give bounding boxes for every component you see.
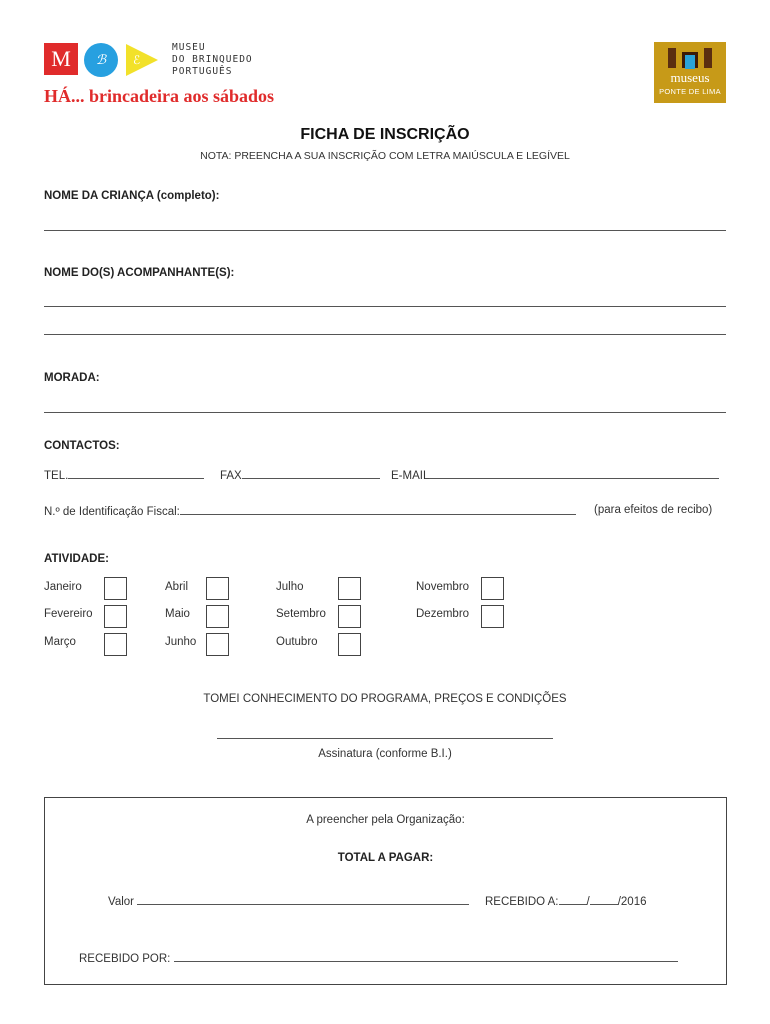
museus-place: PONTE DE LIMA (659, 87, 721, 96)
recebido-a-label: RECEBIDO A: (485, 896, 559, 908)
month-label-outubro: Outubro (276, 636, 318, 648)
month-label-marco: Março (44, 636, 76, 648)
signature-line[interactable] (217, 738, 553, 739)
museum-logo-m: M (44, 43, 78, 75)
nif-row (44, 504, 576, 518)
checkbox-dezembro[interactable] (481, 605, 504, 628)
checkbox-novembro[interactable] (481, 577, 504, 600)
checkbox-fevereiro[interactable] (104, 605, 127, 628)
month-label-janeiro: Janeiro (44, 581, 82, 593)
month-field[interactable] (590, 894, 618, 905)
companion-name-field-2[interactable] (44, 334, 726, 335)
email-field[interactable] (429, 468, 719, 479)
contacts-label: CONTACTOS: (44, 440, 120, 452)
tel-row (44, 468, 204, 482)
activity-label: ATIVIDADE: (44, 553, 109, 565)
checkbox-junho[interactable] (206, 633, 229, 656)
email-label: E-MAIL (391, 470, 430, 482)
companion-name-label: NOME DO(S) ACOMPANHANTE(S): (44, 267, 235, 279)
email-row (391, 468, 719, 482)
valor-row (108, 894, 469, 908)
acknowledgement-text: TOMEI CONHECIMENTO DO PROGRAMA, PREÇOS E CONDIÇÕES (203, 693, 567, 705)
checkbox-maio[interactable] (206, 605, 229, 628)
companion-name-field-1[interactable] (44, 306, 726, 307)
month-label-abril: Abril (165, 581, 189, 593)
nif-suffix: (para efeitos de recibo) (594, 504, 713, 516)
organization-heading: A preencher pela Organização: (306, 814, 465, 826)
museum-logo-circle: ℬ (84, 43, 118, 77)
museus-ponte-de-lima-logo (654, 42, 726, 103)
child-name-field[interactable] (44, 230, 726, 231)
fax-field[interactable] (242, 468, 380, 479)
month-label-julho: Julho (276, 581, 304, 593)
month-label-dezembro: Dezembro (416, 608, 470, 620)
recebido-a-row: RECEBIDO A: / /2016 (485, 896, 647, 908)
recebido-por-label: RECEBIDO POR: (79, 953, 171, 965)
museus-word: museus (670, 70, 710, 85)
nif-field[interactable] (180, 504, 576, 515)
checkbox-janeiro[interactable] (104, 577, 127, 600)
child-name-label: NOME DA CRIANÇA (completo): (44, 190, 220, 202)
month-label-novembro: Novembro (416, 581, 470, 593)
address-label: MORADA: (44, 372, 100, 384)
castle-icon (654, 42, 726, 72)
museum-logo-triangle (124, 42, 160, 78)
checkbox-outubro[interactable] (338, 633, 361, 656)
form-title: FICHA DE INSCRIÇÃO (300, 126, 470, 143)
tel-field[interactable] (68, 468, 204, 479)
month-label-junho: Junho (165, 636, 197, 648)
year-text: /2016 (617, 896, 647, 908)
month-label-maio: Maio (165, 608, 190, 620)
valor-label: Valor (108, 896, 134, 908)
day-field[interactable] (559, 894, 587, 905)
tel-label: TEL. (44, 470, 69, 482)
recebido-por-row (79, 951, 678, 965)
fax-label: FAX (220, 470, 242, 482)
checkbox-marco[interactable] (104, 633, 127, 656)
month-label-fevereiro: Fevereiro (44, 608, 93, 620)
fax-row (220, 468, 380, 482)
svg-text:ℰ: ℰ (133, 53, 141, 67)
nif-label: N.º de Identificação Fiscal: (44, 506, 180, 518)
month-label-setembro: Setembro (276, 608, 326, 620)
recebido-por-field[interactable] (174, 951, 678, 962)
valor-field[interactable] (137, 894, 469, 905)
checkbox-abril[interactable] (206, 577, 229, 600)
tagline: HÁ... brincadeira aos sábados (44, 86, 275, 106)
checkbox-julho[interactable] (338, 577, 361, 600)
checkbox-setembro[interactable] (338, 605, 361, 628)
total-label: TOTAL A PAGAR: (337, 852, 434, 864)
address-field[interactable] (44, 412, 726, 413)
signature-label: Assinatura (conforme B.I.) (318, 748, 452, 760)
form-note: NOTA: PREENCHA A SUA INSCRIÇÃO COM LETRA MAIÚSCULA E LEGÍVEL (200, 150, 570, 162)
museum-name: MUSEU DO BRINQUEDO PORTUGUÊS (172, 42, 253, 77)
